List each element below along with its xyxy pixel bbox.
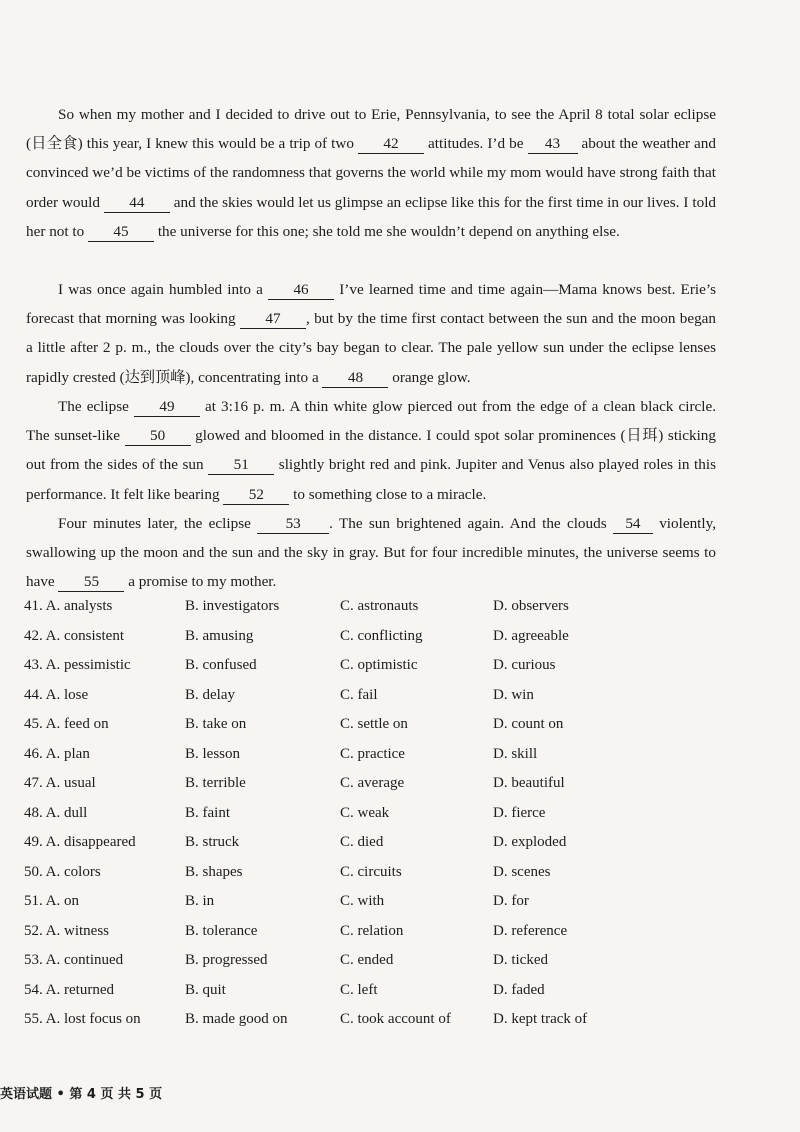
option-b: B. in — [185, 893, 215, 909]
blank-46: 46 — [268, 281, 334, 300]
option-d: D. curious — [493, 657, 556, 673]
passage-paragraph-1 — [26, 100, 716, 246]
option-b: B. tolerance — [185, 922, 258, 939]
option-b: B. confused — [185, 657, 257, 673]
option-c: C. with — [340, 893, 385, 909]
option-d: D. faded — [493, 981, 545, 998]
passage-text: Four minutes later, the eclipse — [58, 515, 258, 532]
passage-paragraph-3 — [26, 392, 716, 509]
passage-text: , but by the time first contact between the sun and the moon began a little after 2 p. m., the clouds over the city’s bay began to clear. The pale yellow sun under the eclipse lenses rapidly crested (达到顶峰), concentrating into a — [26, 310, 717, 386]
passage-text: So when my mother and I decided to drive out to Erie, Pennsylvania, to see the April 8 total solar eclipse (日全食) this year, I knew this would be a trip of two — [26, 106, 716, 153]
passage-text: . The sun brightened again. And the clouds — [329, 515, 613, 532]
passage-text: and the skies would let us glimpse an eclipse like this for the first time in our lives. I told her not to — [26, 193, 717, 240]
option-d: D. observers — [493, 598, 569, 614]
option-row — [22, 1011, 722, 1041]
passage-text: to something close to a miracle. — [289, 485, 487, 503]
option-d: D. scenes — [493, 863, 551, 880]
option-a: 45. A. feed on — [24, 716, 109, 732]
option-row — [22, 805, 722, 835]
passage-paragraph-4 — [26, 509, 716, 597]
blank-47: 47 — [240, 310, 306, 329]
option-d: D. agreeable — [493, 627, 569, 644]
answer-options-list — [22, 598, 722, 1041]
option-row — [22, 657, 722, 687]
option-c: C. settle on — [340, 716, 408, 732]
option-c: C. circuits — [340, 863, 402, 880]
option-c: C. practice — [340, 745, 405, 762]
option-d: D. skill — [493, 745, 538, 762]
passage-text: I’ve learned time and time again—Mama knows best. Erie’s forecast that morning was looking — [26, 281, 716, 328]
option-c: C. took account of — [340, 1011, 451, 1027]
option-d: D. exploded — [493, 834, 567, 850]
option-a: 46. A. plan — [24, 745, 90, 762]
option-a: 52. A. witness — [24, 922, 110, 939]
option-b: B. made good on — [185, 1011, 288, 1027]
option-row — [22, 687, 722, 717]
blank-52: 52 — [223, 486, 289, 505]
passage-paragraph-2 — [26, 275, 716, 392]
option-c: C. average — [340, 775, 405, 791]
option-a: 41. A. analysts — [24, 598, 113, 614]
blank-48: 48 — [322, 369, 388, 388]
passage-text: attitudes. I’d be — [424, 135, 528, 153]
option-b: B. amusing — [185, 627, 254, 644]
option-row — [22, 834, 722, 864]
blank-55: 55 — [58, 573, 124, 592]
option-c: C. astronauts — [340, 598, 419, 614]
passage-text: about the weather and convinced we’d be victims of the randomness that governs the world while my mom would have strong faith that order would — [26, 135, 716, 211]
option-a: 47. A. usual — [24, 775, 96, 791]
option-row — [22, 746, 722, 776]
option-c: C. weak — [340, 804, 390, 821]
option-a: 53. A. continued — [24, 952, 124, 968]
option-c: C. fail — [340, 686, 378, 703]
option-row — [22, 628, 722, 658]
passage-text: violently, swallowing up the moon and the sun and the sky in gray. But for four incredible minutes, the universe seems to have — [26, 515, 717, 591]
option-b: B. progressed — [185, 952, 268, 968]
option-row — [22, 893, 722, 923]
option-a: 54. A. returned — [24, 981, 114, 998]
option-a: 49. A. disappeared — [24, 834, 136, 850]
option-a: 55. A. lost focus on — [24, 1011, 141, 1027]
option-b: B. faint — [185, 804, 230, 821]
passage-text: The eclipse — [58, 398, 134, 415]
option-row — [22, 923, 722, 953]
option-d: D. kept track of — [493, 1011, 588, 1027]
option-a: 48. A. dull — [24, 804, 88, 821]
blank-44: 44 — [104, 194, 170, 213]
option-b: B. investigators — [185, 598, 280, 614]
option-c: C. died — [340, 834, 384, 850]
option-b: B. quit — [185, 981, 226, 998]
option-c: C. ended — [340, 952, 394, 968]
option-row — [22, 864, 722, 894]
option-c: C. left — [340, 981, 378, 998]
passage-text: slightly bright red and pink. Jupiter and Venus also played roles in this performance. It felt like bearing — [26, 456, 716, 503]
blank-42: 42 — [358, 135, 424, 154]
option-d: D. count on — [493, 716, 564, 732]
option-b: B. lesson — [185, 745, 241, 762]
option-a: 50. A. colors — [24, 863, 101, 880]
option-a: 51. A. on — [24, 893, 80, 909]
option-row — [22, 716, 722, 746]
option-b: B. struck — [185, 834, 240, 850]
option-a: 44. A. lose — [24, 686, 89, 703]
option-row — [22, 982, 722, 1012]
blank-51: 51 — [208, 456, 274, 475]
option-row — [22, 775, 722, 805]
blank-43: 43 — [528, 135, 578, 154]
option-b: B. delay — [185, 686, 235, 703]
option-row — [22, 952, 722, 982]
option-d: D. for — [493, 893, 529, 909]
passage-text: glowed and bloomed in the distance. I could spot solar prominences (日珥) sticking out from the sides of the sun — [26, 427, 716, 474]
option-c: C. optimistic — [340, 657, 418, 673]
blank-54: 54 — [613, 515, 653, 534]
option-c: C. relation — [340, 922, 404, 939]
option-row — [22, 598, 722, 628]
passage-text: the universe for this one; she told me she wouldn’t depend on anything else. — [154, 222, 620, 240]
option-d: D. ticked — [493, 952, 548, 968]
option-d: D. win — [493, 686, 534, 703]
passage-text: a promise to my mother. — [124, 573, 277, 591]
option-a: 42. A. consistent — [24, 627, 124, 644]
option-d: D. fierce — [493, 804, 546, 821]
blank-53: 53 — [257, 515, 329, 534]
option-d: D. reference — [493, 922, 568, 939]
passage-text: orange glow. — [388, 368, 471, 386]
option-c: C. conflicting — [340, 627, 423, 644]
passage-text: I was once again humbled into a — [58, 281, 269, 298]
option-b: B. take on — [185, 716, 247, 732]
passage-text: at 3:16 p. m. A thin white glow pierced out from the edge of a clean black circle. The sunset-like — [26, 398, 716, 445]
option-a: 43. A. pessimistic — [24, 657, 131, 673]
page-footer: 英语试题 • 第 4 页 共 5 页 — [0, 1087, 163, 1102]
blank-49: 49 — [134, 398, 200, 417]
blank-50: 50 — [125, 427, 191, 446]
option-b: B. shapes — [185, 863, 243, 880]
option-b: B. terrible — [185, 775, 246, 791]
option-d: D. beautiful — [493, 775, 565, 791]
blank-45: 45 — [88, 223, 154, 242]
